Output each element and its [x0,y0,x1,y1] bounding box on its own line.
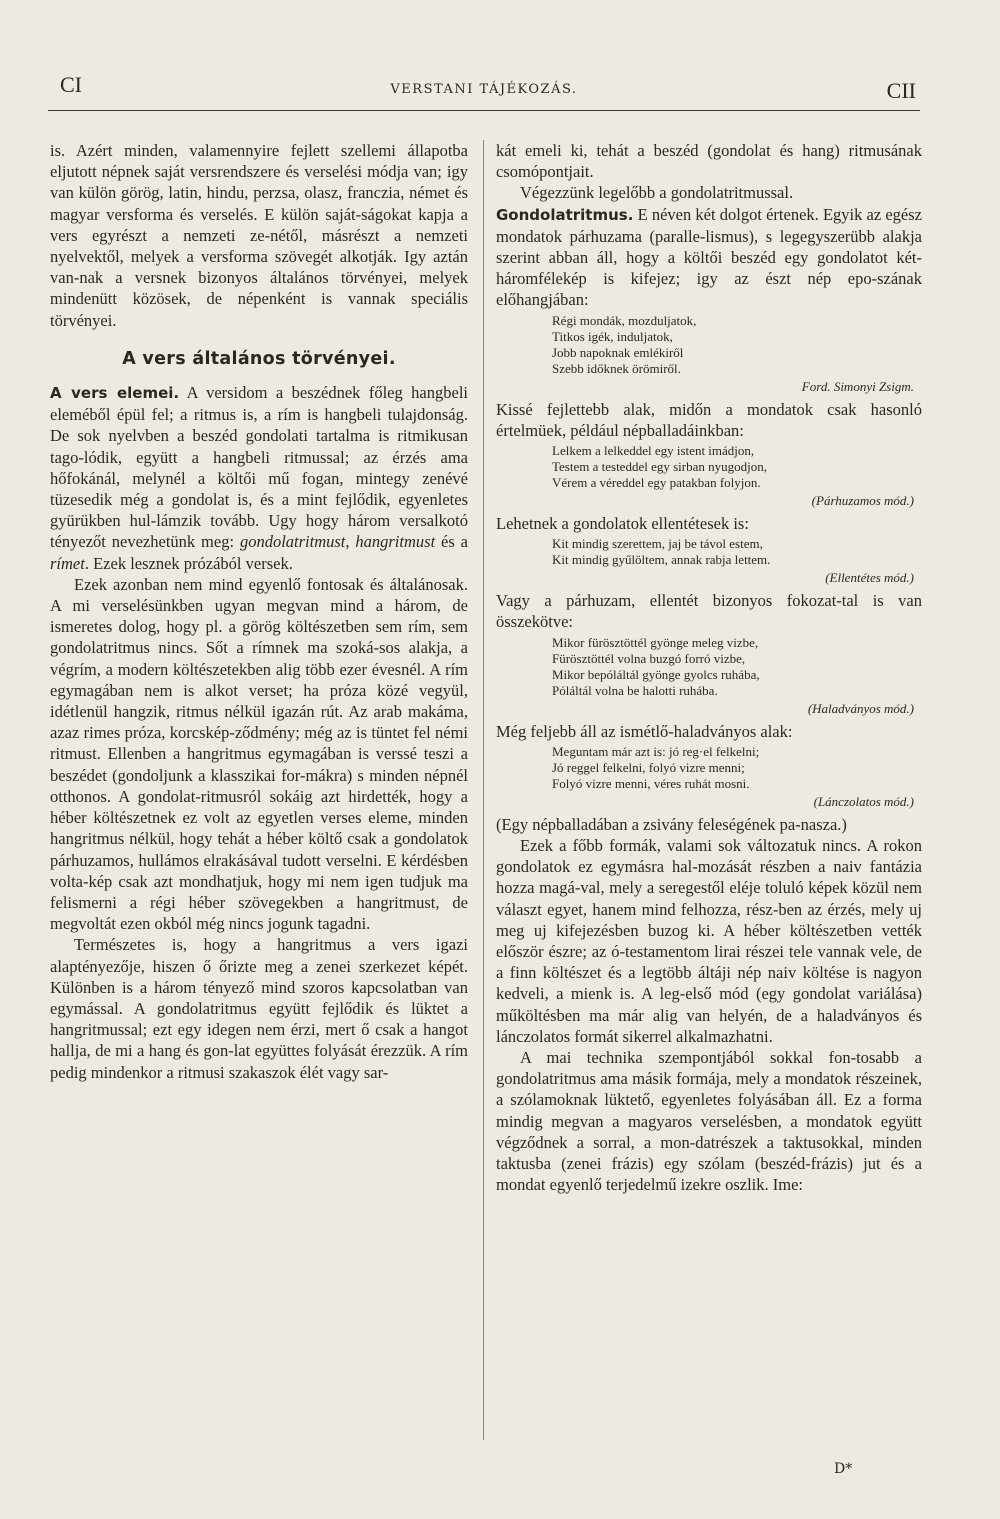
page-number-left: CI [60,72,82,97]
verse-quote [552,536,922,568]
signature-mark: D* [834,1461,853,1477]
verse-line: Póláltál volna be halotti ruhába. [552,682,718,698]
verse-line: Titkos igék, induljatok, [552,328,673,344]
verse-attribution: (Párhuzamos mód.) [811,493,914,509]
verse-line: Kit mindig szerettem, jaj be távol estem, [552,536,763,552]
verse-line: Szebb időknek örömiről. [552,360,681,376]
verse-line: Jobb napoknak emlékiről [552,344,684,360]
page-number-right: CII [886,78,916,103]
paragraph: A vers elemei. A versidom a beszédnek főleg hangbeli eleméből épül fel; a ritmus is, a rím is hangbeli tulajdonság. De sok nyelvben a beszéd gondolati tartalma is ritmikusan tago-lódik, együtt a hangbeli ritmussal; az érzés ama hőfokánál, melynél a költői mű fogan, mintegy zenévé tüzesedik még a gondolat is, és a mint fejlődik, egyenletes gyürükben hul-lámzik tovább. Ugy hogy három versalkotó tényezőt nevezhetünk meg: gondolatritmust, hangritmust és a rímet. Ezek lesznek prózából versek. [50,383,469,573]
paragraph: Gondolatritmus. E néven két dolgot értenek. Egyik az egész mondatok párhuzama (paralle-lismus), s legegyszerübb alakja szerint abban áll, hogy a költői beszéd egy gondolatot két-háromfélekép is kifejez; igy az észt nép epo-szának előhangjában: [496,204,922,310]
verse-quote [552,313,922,377]
paragraph: A mai technika szempontjából sokkal fon-tosabb a gondolatritmus ama másik formája, mely a mondatok részeinek, a szólamoknak lüktető, egyenletes folyásában áll. Ez a forma mindig megvan a magyaros verselésben, a mondatok együtt végződnek a sorral, a mon-datrészek a taktusokkal, minden taktusba (zenei frázis) egy szólam (beszéd-frázis) jut és a mondat egyenlő terjedelmű izekre oszlik. Ime: [496,1048,922,1195]
paragraph: Még feljebb áll az ismétlő-haladványos alak: [496,721,793,741]
verse-line: Mikor fürösztöttél gyönge meleg vizbe, [552,634,759,650]
verse-line: Jó reggel felkelni, folyó vizre menni; [552,759,745,775]
verse-line: Fürösztöttél volna buzgó forró vizbe, [552,650,746,666]
paragraph: Lehetnek a gondolatok ellentétesek is: [496,514,749,534]
right-column [496,140,922,1196]
runin-heading: Gondolatritmus. [496,205,634,224]
paragraph: Vagy a párhuzam, ellentét bizonyos fokozat-tal is van összekötve: [496,591,922,632]
paragraph: kát emeli ki, tehát a beszéd (gondolat és hang) ritmusának csomópontjait. [496,141,922,182]
paragraph: Természetes is, hogy a hangritmus a vers igazi alaptényezője, hiszen ő őrizte meg a zenei szerkezet képét. Különben is a három tényező mind szoros kapcsolatban van egymással. A gondolatritmus együtt fejlődik és lüktet a hangritmussal; ezt egy idegen nem érzi, mert ő csak a hangot hallja, de mi a hang és gon-lat együttes folyását érezzük. A rím pedig mindenkor a ritmusi szakaszok élét vagy sar- [50,935,468,1082]
verse-quote [552,744,922,792]
paragraph: is. Azért minden, valamennyire fejlett szellemi állapotba eljutott népnek saját versrendszere és verselési módja van; igy van külön görög, latin, hindu, perzsa, olasz, franczia, német és magyar versforma és verselés. E külön saját-ságokat kapja a vers egyrészt a nemzeti ze-nétől, másrészt a nemzeti nyelvektől, melyek a versforma szövegét alkotják. Igy aztán van-nak a versnek bizonyos általános törvényei, melyek mindenütt közösek, de népenként is vannak speciális törvényei. [50,141,468,330]
verse-line: Testem a testeddel egy sirban nyugodjon, [552,459,767,475]
running-title: VERSTANI TÁJÉKOZÁS. [390,82,578,97]
verse-line: Mikor bepóláltál gyönge gyolcs ruhába, [552,666,760,682]
verse-quote [552,635,922,699]
verse-line: Folyó vizre menni, véres ruhát mosni. [552,775,750,791]
section-title: A vers általános törvényei. [122,348,396,369]
verse-quote [552,443,922,491]
column-divider [483,140,484,1440]
verse-line: Lelkem a lelkeddel egy istent imádjon, [552,443,755,459]
paragraph: Kissé fejlettebb alak, midőn a mondatok csak hasonló értelmüek, például népballadáinkban: [496,399,922,440]
verse-line: Meguntam már azt is: jó reg·el felkelni; [552,743,760,759]
paragraph: Ezek azonban nem mind egyenlő fontosak és általánosak. A mi verselésünkben ugyan megvan mind a három, de ismeretes dolog, hogy pl. a görög költészetben sem rím, sem gondolatritmus nincs. Sőt a rímnek ma szoká-sos alakja, a végrím, a modern költészetekben alig több ezer évesnél. A rím egymagában nem is alkot verset; ha próza közé vegyül, idétlenül hangzik, ritmus nélkül igazán rút. Az arab makáma, azaz rimes próza, korcskép-ződmény; még az is tüntet fel némi ritmust. Ellenben a hangritmus egymagában is verssé teszi a beszédet (gondoljunk a klasszikai for-mákra) s minden népnél otthonos. A gondolat-ritmusról sokáig azt hirdették, hogy a héber költészetnek ez volt az egyetlen verses eleme, minden hangritmus nélkül, hogy tehát a héber költő csak a gondolatok párhuzamos, hullámos elrakásával tudott verselni. E kérdésben volta-kép csak azt mondhatjuk, hogy mi nem igen tudjuk ma felismerni a régi héber szövegekben a hangritmust, de megvoltát ezen okból még nincs jogunk tagadni. [50,574,468,934]
runin-heading: A vers elemei. [50,384,180,403]
verse-line: Vérem a véreddel egy patakban folyjon. [552,475,761,491]
verse-attribution: Ford. Simonyi Zsigm. [801,378,914,394]
verse-attribution: (Ellentétes mód.) [825,570,914,586]
left-column [50,140,468,1083]
paragraph: Végezzünk legelőbb a gondolatritmussal. [520,183,794,203]
verse-line: Kit mindig gyűlöltem, annak rabja lettem. [552,552,771,568]
verse-line: Régi mondák, mozduljatok, [552,312,697,328]
paragraph: (Egy népballadában a zsivány feleségének pa-nasza.) [496,814,847,834]
page-header [48,60,920,111]
verse-attribution: (Lánczolatos mód.) [813,793,914,809]
verse-attribution: (Haladványos mód.) [807,700,914,716]
paragraph: Ezek a főbb formák, valami sok változatuk nincs. A rokon gondolatok ez egymásra hal-mozását részben a naiv fantázia hozza magá-val, mely a seregestől eléje toluló képek közül nem választ egyet, hanem mind felhozza, rész-ben az érzés, mely uj meg uj kifejezésben buzog ki. A héber költészetben vették először észre; az ó-testamentom lirai részei tele vannak vele, de a finn költészet és a legtöbb áltáji nép naiv költése is nagyon kedveli, a mienk is. A leg-első mód (egy gondolat variálása) műköltésben ma már alig van helyén, de a haladványos és lánczolatos formát sikerrel alkalmazhatni. [496,836,922,1046]
